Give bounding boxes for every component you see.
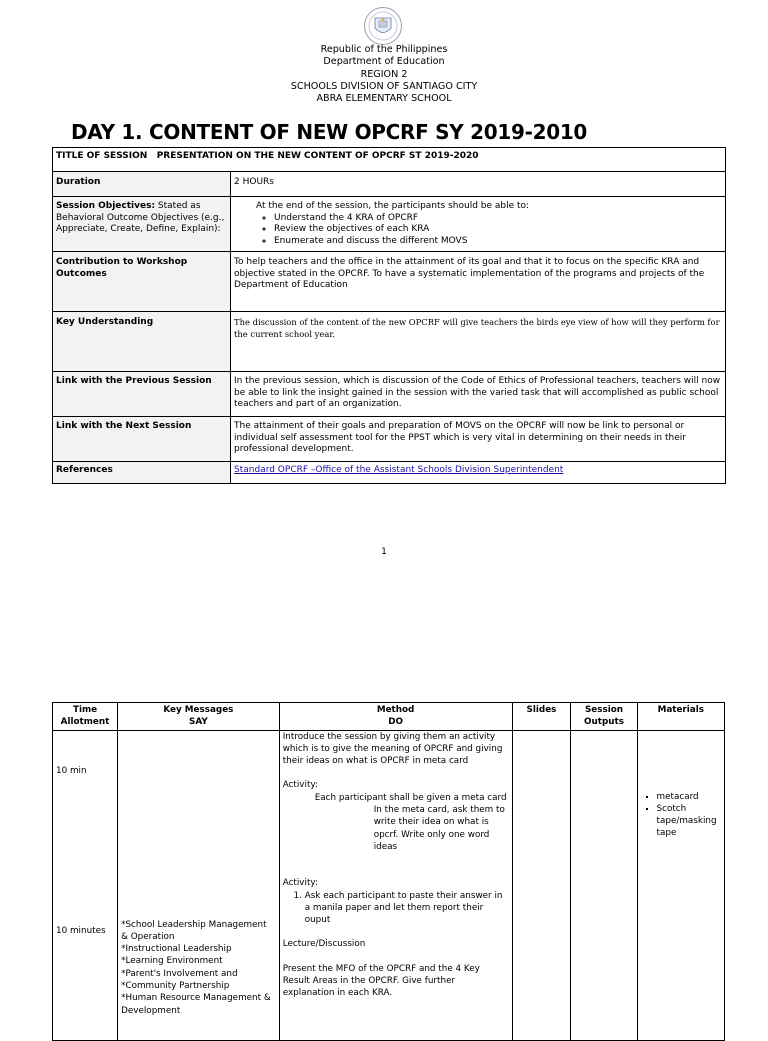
deped-seal-icon [359,6,407,46]
key-message: *Community Partnership [121,981,230,992]
header-school: ABRA ELEMENTARY SCHOOL [316,93,452,105]
materials-cell [637,730,724,1040]
key-understanding-row [53,312,726,372]
duration-label: Duration [53,172,231,197]
next-session-row [53,417,726,462]
time-value: 10 minutes [56,925,106,936]
activity-steps [283,890,509,927]
activity-label: Activity: [282,878,318,889]
method-intro: Introduce the session by giving them an activity which is to give the meaning of OPCRF and giving their ideas on what is OPCRF in meta card [282,731,503,767]
page-title: DAY 1. CONTENT OF NEW OPCRF SY 2019-2010 [71,120,588,144]
objectives-row [53,197,726,252]
session-info-table [52,147,726,484]
header-method: Method DO [279,703,512,731]
session-title-row [53,148,726,172]
activity-line: In the meta card, ask them to write their idea on what is opcrf. Write only one word ideas [373,805,505,852]
header-department: Department of Education [323,56,445,68]
contribution-label: Contribution to Workshop Outcomes [53,252,231,312]
contribution-row [53,252,726,312]
objectives-label: Session Objectives: [56,201,156,211]
session-title-value: PRESENTATION ON THE NEW CONTENT OF OPCRF ST 2019-2020 [156,151,479,161]
outputs-cell [571,730,637,1040]
present-text: Present the MFO of the OPCRF and the 4 Key Result Areas in the OPCRF. Give further explanation in each KRA. [282,963,480,999]
previous-session-row [53,372,726,417]
slides-cell [512,730,571,1040]
header-time-allotment: Time Allotment [53,703,118,731]
header-key-messages: Key Messages SAY [118,703,280,731]
next-session-label: Link with the Next Session [53,417,231,462]
previous-session-value: In the previous session, which is discussion of the Code of Ethics of Professional teachers, teachers will now be able to link the insight gained in the session with the varied task that will accomplished as public school teachers and part of an organization. [231,372,726,417]
method-cell [279,730,512,1040]
session-title-label: TITLE OF SESSION [56,151,148,161]
key-message: *School Leadership Management & Operation [121,919,267,942]
header-materials: Materials [637,703,724,731]
time-value: 10 min [56,765,87,776]
duration-value: 2 HOURs [231,172,726,197]
key-message: *Parent's Involvement and [121,968,238,979]
activity-step: 1. Ask each participant to paste their answer in a manila paper and let them report their ouput [305,890,509,927]
references-label: References [53,462,231,484]
objectives-list [234,213,722,248]
session-plan-table [52,702,725,1041]
plan-header-row [53,703,725,731]
letterhead [0,44,768,105]
objective-item: ◦ Review the objectives of each KRA [274,224,722,236]
header-region: REGION 2 [360,68,408,80]
previous-session-label: Link with the Previous Session [53,372,231,417]
header-division: SCHOOLS DIVISION OF SANTIAGO CITY [290,80,478,92]
key-understanding-label: Key Understanding [53,312,231,372]
duration-row [53,172,726,197]
page-number: 1 [381,547,387,557]
key-message: *Human Resource Management & Development [121,993,271,1016]
activity-label: Activity: [282,780,318,791]
time-cell [53,730,118,1040]
objective-item: ◦ Understand the 4 KRA of OPCRF [274,213,722,225]
materials-list [641,791,721,840]
material-item: ▪ metacard [657,791,721,803]
reference-link[interactable]: Standard OPCRF –Office of the Assistant Schools Division Superintendent [234,465,564,475]
key-understanding-value: The discussion of the content of the new OPCRF will give teachers the birds eye view of how will they perform for the current school year. [231,312,726,372]
key-messages-cell [118,730,280,1040]
header-republic: Republic of the Philippines [320,44,448,55]
material-item: ▪ Scotch tape/masking tape [657,803,721,840]
activity-line: Each participant shall be given a meta card [314,792,507,803]
plan-row [53,730,725,1040]
objective-item: ◦ Enumerate and discuss the different MOVS [274,236,722,248]
objectives-intro: At the end of the session, the participants should be able to: [256,201,530,211]
key-message: *Learning Environment [121,956,223,967]
header-slides: Slides [512,703,571,731]
header-session-outputs: Session Outputs [571,703,637,731]
next-session-value: The attainment of their goals and preparation of MOVS on the OPCRF will now be link to personal or individual self assessment tool for the PPST which is very vital in determining on their needs in their professional development. [231,417,726,462]
lecture-label: Lecture/Discussion [282,939,366,950]
key-message: *Instructional Leadership [121,944,232,955]
objectives-label-detail: Stated as Behavioral Outcome Objectives (e.g., Appreciate, Create, Define, Explain): [56,201,225,235]
contribution-value: To help teachers and the office in the attainment of its goal and that it to focus on the specific KRA and objective stated in the OPCRF. To have a systematic implementation of the programs and projects of the Department of Education [231,252,726,312]
references-row [53,462,726,484]
